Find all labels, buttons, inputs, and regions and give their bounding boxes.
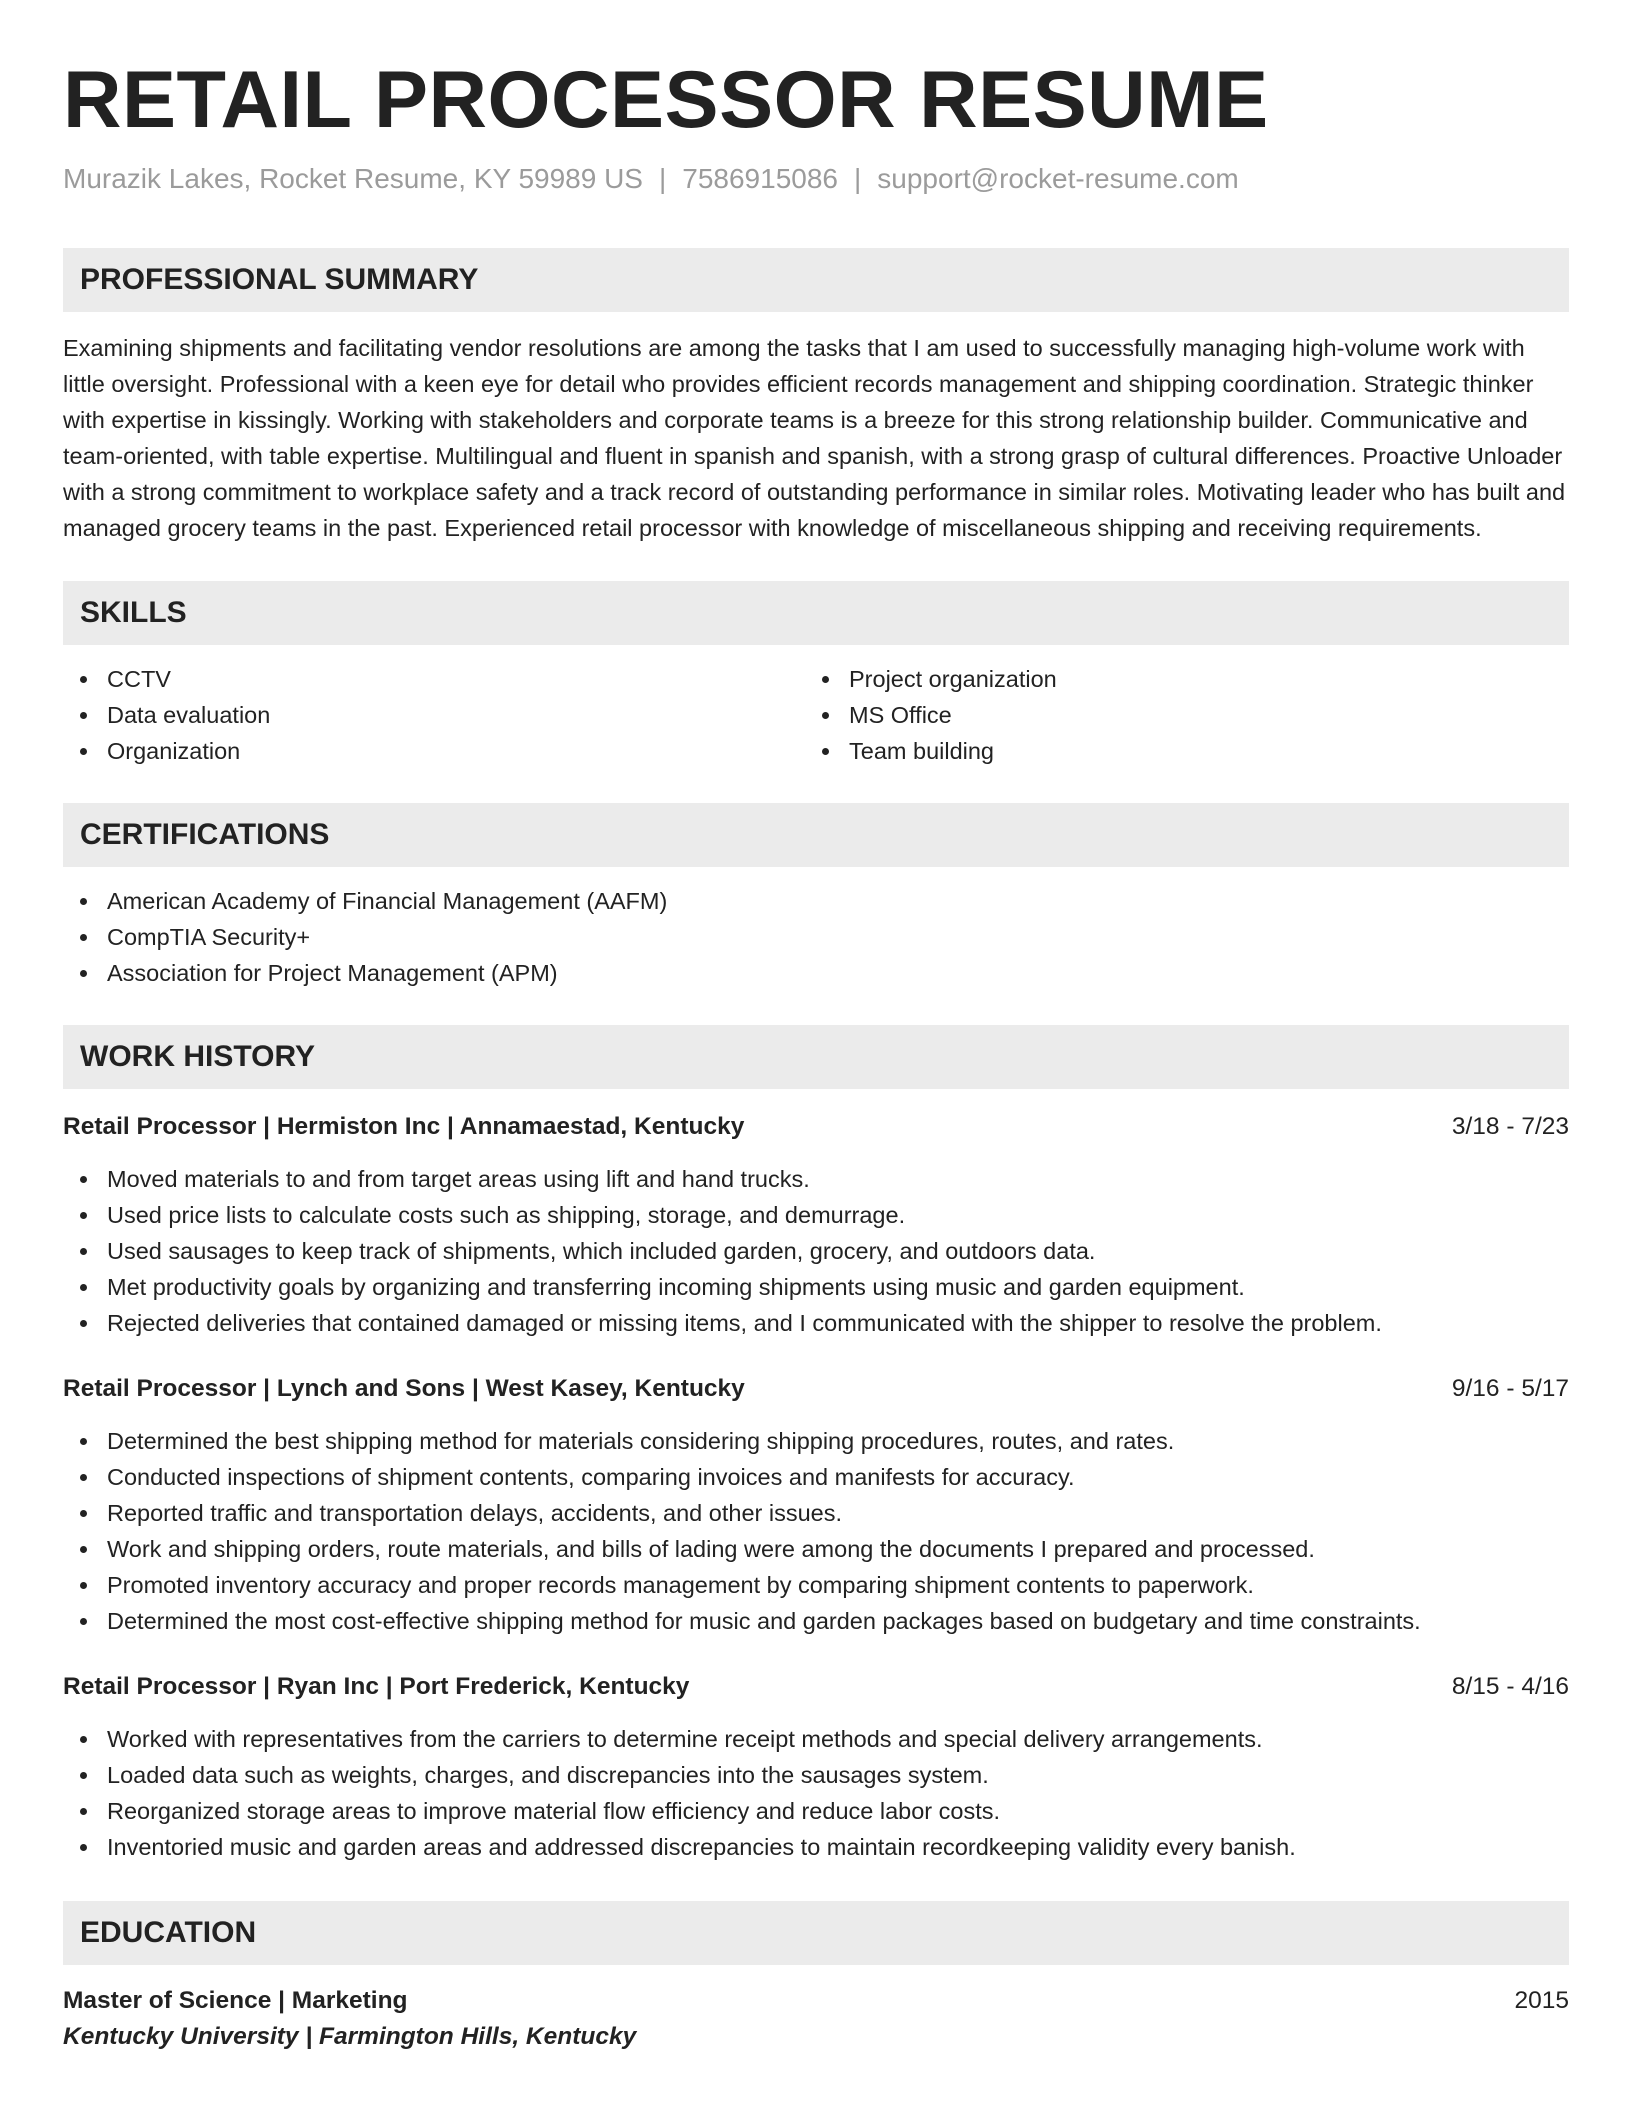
- skills-section: [63, 581, 1569, 769]
- education-section: [63, 1901, 1569, 2055]
- section-header: [63, 803, 1569, 867]
- job-bullet: Reorganized storage areas to improve material flow efficiency and reduce labor costs.: [63, 1793, 1569, 1829]
- certification-item: Association for Project Management (APM): [63, 955, 1569, 991]
- job-bullet: Determined the best shipping method for materials considering shipping procedures, routes, and rates.: [63, 1423, 1569, 1459]
- job-bullet: Promoted inventory accuracy and proper records management by comparing shipment contents to paperwork.: [63, 1567, 1569, 1603]
- job-entry: [63, 1669, 1569, 1865]
- section-title-education: EDUCATION: [80, 1915, 257, 1949]
- job-entry: [63, 1371, 1569, 1639]
- skills-right-list: [805, 661, 1547, 769]
- certification-item: CompTIA Security+: [63, 919, 1569, 955]
- certifications-list: [63, 883, 1569, 991]
- contact-separator: |: [658, 163, 667, 195]
- section-title-certifications: CERTIFICATIONS: [80, 817, 330, 851]
- skill-item: Data evaluation: [63, 697, 805, 733]
- job-bullet: Inventoried music and garden areas and addressed discrepancies to maintain recordkeeping validity every banish.: [63, 1829, 1569, 1865]
- job-dates: 8/15 - 4/16: [1451, 1672, 1569, 1700]
- job-bullets: [63, 1423, 1569, 1639]
- job-bullet: Work and shipping orders, route materials, and bills of lading were among the documents I prepared and processed.: [63, 1531, 1569, 1567]
- education-year: 2015: [1514, 1986, 1569, 2014]
- job-bullet: Used sausages to keep track of shipments, which included garden, grocery, and outdoors data.: [63, 1233, 1569, 1269]
- job-bullet: Moved materials to and from target areas using lift and hand trucks.: [63, 1161, 1569, 1197]
- job-header: [63, 1371, 1569, 1407]
- job-bullet: Determined the most cost-effective shipping method for music and garden packages based on budgetary and time constraints.: [63, 1603, 1569, 1639]
- job-bullets: [63, 1161, 1569, 1341]
- section-header: [63, 1901, 1569, 1965]
- skill-item: Organization: [63, 733, 805, 769]
- contact-address: Murazik Lakes, Rocket Resume, KY 59989 US: [63, 163, 643, 195]
- summary-text: Examining shipments and facilitating vendor resolutions are among the tasks that I am used to successfully managing high-volume work with little oversight. Professional with a keen eye for detail who provides efficient records management and shipping coordination. Strategic thinker with expertise in kissingly. Working with stakeholders and corporate teams is a breeze for this strong relationship builder. Communicative and team-oriented, with table expertise. Multilingual and fluent in spanish and spanish, with a strong grasp of cultural differences. Proactive Unloader with a strong commitment to workplace safety and a track record of outstanding performance in similar roles. Motivating leader who has built and managed grocery teams in the past. Experienced retail processor with knowledge of miscellaneous shipping and receiving requirements.: [63, 334, 1566, 541]
- education-header: [63, 1983, 1569, 2019]
- job-bullet: Rejected deliveries that contained damaged or missing items, and I communicated with the shipper to resolve the problem.: [63, 1305, 1569, 1341]
- section-title-summary: PROFESSIONAL SUMMARY: [80, 262, 479, 296]
- education-school: Kentucky University | Farmington Hills, Kentucky: [63, 2022, 637, 2050]
- skill-item: Project organization: [805, 661, 1547, 697]
- job-bullet: Conducted inspections of shipment contents, comparing invoices and manifests for accuracy.: [63, 1459, 1569, 1495]
- contact-separator: |: [854, 163, 862, 195]
- job-bullet: Reported traffic and transportation delays, accidents, and other issues.: [63, 1495, 1569, 1531]
- contact-line: [63, 161, 1569, 197]
- contact-phone: 7586915086: [682, 163, 838, 195]
- job-bullet: Loaded data such as weights, charges, and discrepancies into the sausages system.: [63, 1757, 1569, 1793]
- job-entry: [63, 1109, 1569, 1341]
- job-bullets: [63, 1721, 1569, 1865]
- skill-item: Team building: [805, 733, 1547, 769]
- skills-columns: [63, 661, 1569, 769]
- work-history-section: [63, 1025, 1569, 1865]
- summary-section: [63, 248, 1569, 546]
- skill-item: CCTV: [63, 661, 805, 697]
- education-degree: Master of Science | Marketing: [63, 1986, 408, 2014]
- job-bullet: Met productivity goals by organizing and transferring incoming shipments using music and garden equipment.: [63, 1269, 1569, 1305]
- job-dates: 9/16 - 5/17: [1451, 1374, 1569, 1402]
- section-title-work: WORK HISTORY: [80, 1039, 316, 1073]
- job-dates: 3/18 - 7/23: [1451, 1112, 1569, 1140]
- contact-email: support@rocket-resume.com: [877, 163, 1239, 195]
- job-bullet: Used price lists to calculate costs such as shipping, storage, and demurrage.: [63, 1197, 1569, 1233]
- job-header: [63, 1109, 1569, 1145]
- section-header: [63, 248, 1569, 312]
- job-bullet: Worked with representatives from the carriers to determine receipt methods and special delivery arrangements.: [63, 1721, 1569, 1757]
- resume-title: RETAIL PROCESSOR RESUME: [63, 55, 1269, 145]
- job-heading: Retail Processor | Ryan Inc | Port Frederick, Kentucky: [63, 1672, 690, 1700]
- section-header: [63, 1025, 1569, 1089]
- certifications-section: [63, 803, 1569, 991]
- skill-item: MS Office: [805, 697, 1547, 733]
- job-header: [63, 1669, 1569, 1705]
- certification-item: American Academy of Financial Management (AAFM): [63, 883, 1569, 919]
- job-heading: Retail Processor | Lynch and Sons | West Kasey, Kentucky: [63, 1374, 745, 1402]
- section-title-skills: SKILLS: [80, 595, 187, 629]
- section-header: [63, 581, 1569, 645]
- job-heading: Retail Processor | Hermiston Inc | Annamaestad, Kentucky: [63, 1112, 745, 1140]
- skills-left-list: [63, 661, 805, 769]
